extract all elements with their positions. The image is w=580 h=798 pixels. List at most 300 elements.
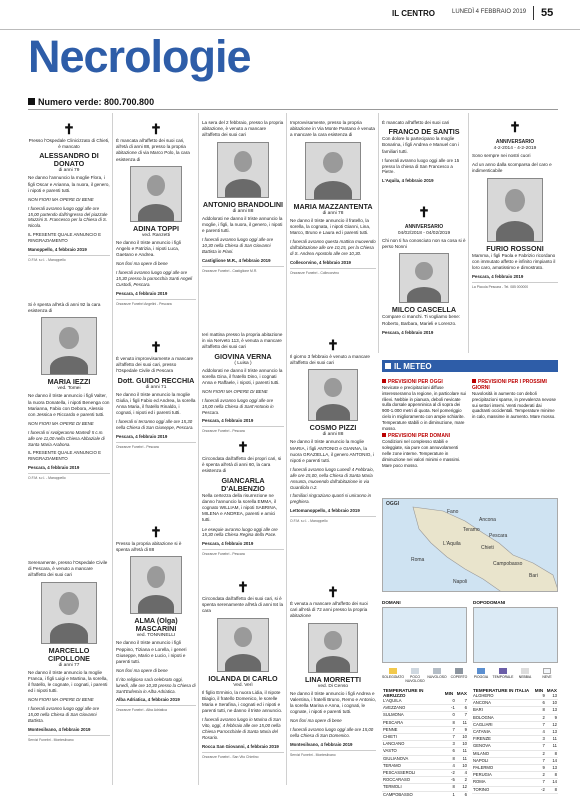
table-row bbox=[382, 719, 468, 726]
funeral-home: Onoranze Funebri - San Vito Chietino bbox=[202, 752, 284, 760]
temp-max: 8 bbox=[546, 750, 558, 757]
temp-max: 7 bbox=[456, 712, 468, 719]
table-row bbox=[472, 772, 558, 779]
funeral-info: I funerali avranno luogo oggi alle ore 15,00 nella Chiesa di San Giovanni Battista. bbox=[28, 706, 100, 723]
map-place: Fano bbox=[447, 509, 459, 515]
city-name: PENNE bbox=[382, 726, 444, 733]
deceased-photo bbox=[305, 142, 361, 200]
deceased-name: FRANCO DE SANTIS bbox=[388, 127, 460, 137]
deceased-photo bbox=[130, 166, 182, 222]
notice-place-date: Alba Adriatica, 4 febbraio 2019 bbox=[116, 697, 180, 703]
funeral-home: Onoranze Funebri - Pescara bbox=[202, 549, 284, 557]
notice-flowers: NON FIORI MA OPERE DI BENE bbox=[202, 389, 268, 395]
obituary-giovina-verna bbox=[202, 332, 284, 432]
table-row bbox=[382, 726, 468, 733]
temp-max: 7 bbox=[456, 698, 468, 705]
obituary-cosmo-pizzi bbox=[290, 338, 376, 578]
notice-text: Nella certezza della risurrezione ne danno l'annuncio la sorella EMMA, il cognato WILLIAM, i nipoti SABRINA, MILENA e ANDREA, parenti e amici tutti. bbox=[202, 492, 278, 523]
notice-intro: È mancato all'affetto dei suoi cari bbox=[382, 120, 450, 125]
notice-intro: Ieri mattina presso la propria abitazione in via Nerveto 113, è venuta a mancare all'affetto dei suoi cari bbox=[202, 332, 283, 350]
table-row bbox=[472, 721, 558, 728]
deceased-sub: ved. Di Censo bbox=[317, 683, 349, 689]
deceased-photo bbox=[487, 178, 543, 242]
city-name: CHIETI bbox=[382, 734, 444, 741]
funeral-info: I funerali avranno luogo oggi alle ore 15,00 nella Chiesa di San Domenico. bbox=[290, 727, 374, 739]
notice-text: Addolorati ne danno il triste annuncio la moglie, i figli, la nuora, il genero, i nipoti e parenti tutti. bbox=[202, 215, 283, 234]
table-row bbox=[472, 757, 558, 764]
funeral-info: Il rito religioso sarà celebrato oggi, lunedì, alle ore 10,30 presso la Chiesa di Sant'Eufemia in Alba Adriatica. bbox=[116, 677, 196, 694]
deceased-age: di anni 71 bbox=[145, 384, 167, 390]
funeral-info: I funerali avranno luogo oggi alle ore 15,00 nella Chiesa di Sant'Antonio in Pescara. bbox=[202, 398, 274, 415]
notice-text: Ne danno il triste annuncio la moglie Giulia, i figli Fabio ed Andrea, la sorella Anna Maria, il fratello Rinaldo, i cognati, i nipoti ed i parenti tutti. bbox=[116, 391, 196, 416]
notice-place-date: Pescara, 4 febbraio 2019 bbox=[28, 465, 80, 470]
funeral-home: Servizi Funebri - Montesilvano bbox=[290, 750, 376, 758]
deceased-photo bbox=[41, 317, 97, 375]
table-row bbox=[472, 786, 558, 793]
city-name: CAGLIARI bbox=[472, 721, 534, 728]
table-row bbox=[382, 705, 468, 712]
toll-free-number bbox=[28, 97, 154, 107]
notice-intro: Il giorno 3 febbraio è venuto a mancare all'affetto dei suoi cari bbox=[290, 354, 370, 366]
obituary-antonio-brandolini bbox=[202, 120, 284, 332]
obituary-iolanda-di-carlo bbox=[202, 580, 284, 785]
cross-icon: ✝ bbox=[63, 122, 75, 138]
obituary-maria-iezzi bbox=[28, 302, 110, 512]
forecast-next-heading: PREVISIONI PER I PROSSIMI GIORNI bbox=[472, 379, 547, 391]
notice-intro: È venuto improvvisamente a mancare all'affetto dei suoi cari, presso l'Ospedale Civile di Pescara bbox=[116, 356, 194, 374]
toll-free-number-text: Numero verde: 800.700.800 bbox=[38, 97, 155, 107]
notice-text: Compare ci manchi. Ti vogliamo bene: Roberto, Barbara, Marieli e Lorenzo. bbox=[382, 314, 461, 326]
temp-max: 11 bbox=[456, 719, 468, 726]
map-place: Bari bbox=[529, 573, 538, 579]
notice-flowers: NON FIORI MA OPERE DI BENE bbox=[28, 421, 94, 427]
temp-min: 7 bbox=[534, 743, 546, 750]
deceased-photo bbox=[399, 253, 449, 303]
temp-min: 0 bbox=[444, 712, 456, 719]
temp-max: 10 bbox=[546, 700, 558, 707]
city-name: ROCCARASO bbox=[382, 777, 444, 784]
map-place: Napoli bbox=[453, 579, 468, 585]
table-row bbox=[382, 698, 468, 705]
column-divider bbox=[468, 113, 469, 353]
notice-text: Ne danno il triste annuncio i figli Peppino, Tiziana e Lorella, i generi Giuseppe, Mario e Lucio, i nipoti e parenti tutti. bbox=[116, 640, 187, 665]
notice-text: Con dolore lo partecipano la moglie Bonarina, i figli Andrea e Manuel con i familiari tutti. bbox=[382, 136, 460, 154]
table-row bbox=[382, 762, 468, 769]
temp-max: 10 bbox=[456, 762, 468, 769]
notice-thanks: I familiari ringraziano quanti si uniranno in preghiera. bbox=[290, 493, 372, 505]
table-row bbox=[382, 770, 468, 777]
table-row bbox=[382, 734, 468, 741]
city-name: FIRENZE bbox=[472, 736, 534, 743]
deceased-age: di anni 77 bbox=[58, 662, 80, 668]
deceased-age: di anni 88 bbox=[232, 208, 254, 214]
notice-intro: Serenamente, presso l'Ospedale Civile di Pescara, è venuto a mancare all'affetto dei suoi cari bbox=[28, 560, 108, 578]
table-title: TEMPERATURE IN ITALIA bbox=[473, 688, 530, 693]
city-name: PERUGIA bbox=[472, 772, 534, 779]
city-name: MILANO bbox=[472, 750, 534, 757]
notice-place-date: Pescara, 4 febbraio 2019 bbox=[202, 541, 254, 547]
cross-icon: ✝ bbox=[150, 525, 162, 541]
city-name: PESCARA bbox=[382, 719, 444, 726]
temp-min: -1 bbox=[444, 705, 456, 712]
legend-overcast: COPERTO bbox=[448, 668, 470, 682]
table-row bbox=[382, 748, 468, 755]
header-rule bbox=[28, 109, 558, 110]
notice-text: Ne danno il triste annuncio i figli Valter, la nuora Donatella, i nipoti Benenga con Marianna, Fabio con Debora, Alessio con Jessica e Riccardo e parenti tutti. bbox=[28, 393, 110, 418]
column-divider bbox=[112, 113, 113, 785]
temp-min: 2 bbox=[534, 714, 546, 721]
weather-minimaps bbox=[382, 600, 558, 664]
cross-icon: ✝ bbox=[150, 340, 162, 356]
city-name: PALERMO bbox=[472, 765, 534, 772]
notice-place-date: Pescara, 4 febbraio 2019 bbox=[382, 329, 434, 335]
col-min: MIN bbox=[444, 690, 454, 696]
table-row bbox=[472, 729, 558, 736]
weather-forecast-text bbox=[382, 372, 558, 476]
deceased-photo bbox=[308, 369, 358, 421]
issue-date: LUNEDÌ 4 FEBBRAIO 2019 bbox=[452, 9, 527, 15]
temp-min: 9 bbox=[534, 765, 546, 772]
deceased-name: ANTONIO BRANDOLINI bbox=[202, 199, 284, 209]
obituary-franco-de-santis bbox=[382, 120, 466, 205]
table-row bbox=[472, 779, 558, 786]
city-name: GIULIANOVA bbox=[382, 755, 444, 762]
temp-min: 4 bbox=[444, 762, 456, 769]
notice-place-date: Montesilvano, 4 febbraio 2019 bbox=[28, 726, 91, 732]
deceased-photo bbox=[130, 556, 182, 614]
map-place: Campobasso bbox=[493, 561, 523, 567]
page-number: 55 bbox=[541, 7, 554, 19]
temp-min: 7 bbox=[534, 779, 546, 786]
deceased-name: ALESSANDRO DI DONATO bbox=[39, 151, 99, 169]
notice-place-date: Pescara, 4 febbraio 2019 bbox=[116, 290, 168, 296]
temp-min: 4 bbox=[534, 729, 546, 736]
forecast-today-text: Nevicate e precipitazioni diffuse interesseranno la regione, in particolare sui rilievi. Nebbie in pianura, deboli nevicate sulla dorsale appenninica al di sopra dei 900-1.000 metri di quota. Nel pomeriggio cielo in miglioramento con ampie schiarite. Temperature stabili o in diminuzione, mare mosso. bbox=[382, 385, 466, 431]
map-place: Chieti bbox=[481, 545, 494, 551]
notice-place-date: Collecorvino, 4 febbraio 2019 bbox=[290, 259, 352, 265]
table-row bbox=[472, 750, 558, 757]
weather-map-tomorrow bbox=[382, 600, 467, 664]
deceased-name: FURIO ROSSONI bbox=[486, 243, 544, 253]
legend-fog: NEBBIA bbox=[514, 668, 536, 682]
notice-text: Ne danno il triste annuncio i figli Andrea e Valentina, i fratelli Bruno, Remo e Antonio, la sorella Marina e Anna, i cognati, le cognate, i nipoti e parenti tutti. bbox=[290, 690, 376, 715]
temp-max: 11 bbox=[456, 748, 468, 755]
deceased-photo bbox=[308, 623, 358, 673]
temp-max: 13 bbox=[546, 765, 558, 772]
notice-text: Mamma, i figli Paola e Fabrizio ricordano con immutato affetto e infinito rimpianto il loro caro, amatissimo e dimostrato. bbox=[472, 252, 556, 271]
forecast-today-heading: PREVISIONI PER OGGI bbox=[382, 379, 468, 385]
anniversary-label: ANNIVERSARIO bbox=[404, 224, 444, 230]
funeral-info: I funerali avranno questa mattina muovendo dall'abitazione alle ore 10,15, per la Chiesa di S. Andrea Apostolo alle ore 10,30. bbox=[290, 239, 376, 256]
deceased-name: GIANCARLA D'ALBENZIO bbox=[221, 475, 265, 493]
obituary-marcello-cipollone bbox=[28, 560, 110, 785]
cross-icon: ✝ bbox=[237, 580, 249, 596]
temp-min: 2 bbox=[534, 772, 546, 779]
temp-min: 8 bbox=[444, 719, 456, 726]
minimap-title: DOMANI bbox=[382, 600, 401, 605]
notice-flowers: Non fiori ma opere di bene bbox=[116, 261, 168, 267]
deceased-name: MARCELLO CIPOLLONE bbox=[48, 645, 90, 663]
temp-max: 8 bbox=[546, 772, 558, 779]
city-name: AVEZZANO bbox=[382, 705, 444, 712]
notice-text: Ne danno il triste annuncio il fratello, la sorella, la cognata, i nipoti Gianni, Lina, Marco, Bruno e Laura ed i parenti tutti. bbox=[290, 217, 371, 236]
anniversary-label: ANNIVERSARIO bbox=[495, 139, 535, 145]
temp-min: 8 bbox=[444, 755, 456, 762]
city-name: SULMONA bbox=[382, 712, 444, 719]
square-bullet-icon bbox=[385, 363, 391, 369]
table-row bbox=[472, 700, 558, 707]
deceased-sub: ( Luisa ) bbox=[234, 360, 252, 366]
notice-intro: Si è spenta all'età di anni 92 la cara esistenza di bbox=[28, 302, 101, 314]
col-max: MAX bbox=[546, 688, 557, 693]
notice-place-date: Montesilvano, 4 febbraio 2019 bbox=[290, 741, 353, 747]
funeral-home: O.F.M. s.r.l. - Manoppello bbox=[28, 473, 110, 481]
temp-min: 2 bbox=[534, 750, 546, 757]
legend-cloudy: NUVOLOSO bbox=[426, 668, 448, 682]
notice-flowers: NON FIORI MA OPERE DI BENE bbox=[28, 697, 94, 703]
forecast-next-text: Nuvolosità in aumento con deboli precipitazioni sparse, in prevalenza nevose sui settori interni. Venti moderati dai quadranti occidentali. Temperature minime in calo, massime in aumento. Mare mosso. bbox=[472, 391, 556, 420]
weather-map-today bbox=[382, 498, 558, 592]
funeral-home: Onoranze Funebri - Pescara bbox=[116, 442, 196, 450]
temp-max: 10 bbox=[456, 741, 468, 748]
deceased-photo bbox=[217, 142, 269, 198]
temp-min: 6 bbox=[444, 748, 456, 755]
notice-place-date: L'Aquila, 4 febbraio 2019 bbox=[382, 178, 434, 184]
cross-icon: ✝ bbox=[509, 120, 521, 136]
city-name: TERAMO bbox=[382, 762, 444, 769]
notice-place-date: Lettomanoppello, 4 febbraio 2019 bbox=[290, 508, 360, 513]
funeral-info: I funerali si svolgeranno Martedì 5 c.m. alle ore 11,00 nella Chiesa Abbaziale di Santa Maria Arabona. bbox=[28, 430, 105, 447]
city-name: TERMOLI bbox=[382, 784, 444, 791]
notice-place-date: Manoppello, 4 febbraio 2019 bbox=[28, 246, 87, 252]
funeral-home: Onoranze Funebri - Pescara bbox=[202, 426, 284, 432]
notice-text: Ne danno il triste annuncio la moglie Franca, i figli Luigi e Martina, la sorella, il fratello, le cognate, i cognati, i parenti ed i nipoti tutti. bbox=[28, 669, 108, 694]
map-place: Roma bbox=[411, 557, 425, 563]
header-separator bbox=[533, 6, 534, 20]
column-divider bbox=[378, 113, 379, 353]
city-name: TORINO bbox=[472, 786, 534, 793]
temp-max: 4 bbox=[456, 770, 468, 777]
table-row bbox=[382, 712, 468, 719]
notice-intro: Circondata dall'affetto dei suoi cari, si è spenta serenamente all'età di anni 84 la cara bbox=[202, 596, 284, 614]
temp-max: 13 bbox=[546, 693, 558, 700]
funeral-home: Onoranze Funebri Angelini - Pescara bbox=[116, 299, 196, 307]
table-row bbox=[382, 777, 468, 784]
city-name: BARI bbox=[472, 707, 534, 714]
table-title: TEMPERATURE IN ABRUZZO bbox=[383, 688, 424, 698]
notice-thanks: IL PRESENTE QUALE ANNUNCIO E RINGRAZIAMENTO bbox=[28, 450, 102, 462]
obituary-alessandro-di-donato bbox=[28, 122, 110, 282]
forecast-tomorrow-heading: PREVISIONI PER DOMANI bbox=[382, 433, 468, 439]
funeral-info: I funerali avranno luogo oggi alle ore 15 presso la chiesa di San Francesco a Pietre. bbox=[382, 157, 460, 175]
deceased-sub: ved. TONNINELLI bbox=[136, 633, 176, 639]
temp-min: 7 bbox=[444, 726, 456, 733]
funeral-home: Onoranze Funebri - Collecorvino bbox=[290, 268, 376, 276]
table-row bbox=[472, 743, 558, 750]
col-max: MAX bbox=[456, 690, 467, 696]
temp-min: 6 bbox=[534, 700, 546, 707]
temp-max: 2 bbox=[456, 777, 468, 784]
deceased-name: MARIA IEZZI bbox=[47, 377, 91, 387]
deceased-name: ALMA (Olga) MASCARINI bbox=[134, 616, 178, 634]
deceased-sub: Ved. Verì bbox=[233, 682, 253, 688]
deceased-name: ADINA TOPPI bbox=[133, 223, 179, 233]
city-name: VASTO bbox=[382, 748, 444, 755]
map-place: Ancona bbox=[479, 517, 496, 523]
table-row bbox=[382, 784, 468, 791]
column-divider bbox=[198, 113, 199, 785]
map-place: Teramo bbox=[463, 527, 480, 533]
anniversary-furio-rossoni bbox=[472, 120, 558, 355]
table-row bbox=[472, 707, 558, 714]
funeral-info: I funerali si terranno oggi alle ore 15,30 nella Chiesa di San Giuseppe, Pescara. bbox=[116, 419, 194, 431]
obituary-lina-morretti bbox=[290, 585, 376, 785]
cross-icon: ✝ bbox=[237, 440, 249, 456]
city-name: BOLOGNA bbox=[472, 714, 534, 721]
temperatures-italia bbox=[472, 688, 558, 794]
temperatures-abruzzo bbox=[382, 688, 468, 798]
deceased-sub: ved. Tomei bbox=[57, 386, 81, 392]
temp-min: 7 bbox=[444, 734, 456, 741]
column-divider bbox=[286, 113, 287, 785]
temp-min: 0 bbox=[444, 698, 456, 705]
notice-intro: Presso l'Ospedale Clinicizzato di Chieti, è mancato bbox=[28, 138, 110, 150]
city-name: ALGHERO bbox=[472, 693, 534, 700]
city-name: CAMPOBASSO bbox=[382, 791, 444, 798]
notice-place-date: Castiglione M.R., 4 febbraio 2019 bbox=[202, 257, 271, 263]
weather-title: IL METEO bbox=[394, 362, 432, 371]
funeral-home: O.F.M. s.r.l. - Manoppello bbox=[290, 516, 376, 524]
deceased-name: GIOVINA VERNA bbox=[214, 351, 272, 361]
section-title: Necrologie bbox=[28, 31, 251, 82]
forecast-tomorrow-text: Condizioni nel complesso stabili e soleggiate, sia pure con annuvolamenti nelle zone interne. Temperature in diminuzione nei valori minimi e massimi. Mare poco mosso. bbox=[382, 439, 461, 468]
temp-max: 9 bbox=[546, 714, 558, 721]
temp-max: 12 bbox=[546, 721, 558, 728]
deceased-sub: ved. Ranzetti bbox=[142, 232, 170, 238]
temp-min: 9 bbox=[534, 693, 546, 700]
legend-snow: NEVE bbox=[536, 668, 558, 682]
city-name: ROMA bbox=[472, 779, 534, 786]
funeral-info: I funerali avranno luogo in Marina di San Vito, oggi, 4 febbraio alle ore 15,00 nella Chiesa Parrocchiale di Santa Maria del Rosario. bbox=[202, 717, 281, 740]
city-name: CATANIA bbox=[472, 729, 534, 736]
notice-place-date: Rocca San Giovanni, 4 febbraio 2019 bbox=[202, 743, 279, 749]
deceased-name: MILCO CASCELLA bbox=[391, 305, 457, 315]
map-place: Pescara bbox=[489, 533, 508, 539]
funeral-home: Servizi Funebri - Montesilvano bbox=[28, 735, 110, 743]
temp-max: 13 bbox=[546, 707, 558, 714]
temp-min: -2 bbox=[534, 786, 546, 793]
cross-icon: ✝ bbox=[418, 205, 430, 221]
table-row bbox=[472, 714, 558, 721]
temp-max: 12 bbox=[456, 784, 468, 791]
table-row bbox=[382, 755, 468, 762]
cross-icon: ✝ bbox=[327, 338, 339, 354]
city-name: GENOVA bbox=[472, 743, 534, 750]
funeral-info: I funerali avranno luogo oggi alle ore 10,30 nella Chiesa di San Giovanni Battista in Piani. bbox=[202, 237, 274, 254]
deceased-photo bbox=[217, 618, 269, 672]
obituary-guido-recchia bbox=[116, 340, 196, 510]
anniversary-milco-cascella bbox=[382, 205, 466, 355]
funeral-home: La Piccola Pescara - Tel. 085 000000 bbox=[472, 282, 558, 290]
funeral-info: I funerali avranno luogo oggi alle ore 15,00 partendo dall'ingresso del piazzale Mazzini S. Francesco per la Chiesa di S. Nicola. bbox=[28, 205, 108, 229]
table-row bbox=[472, 736, 558, 743]
temp-min: 7 bbox=[534, 721, 546, 728]
funeral-info: I funerali avranno luogo Lunedì 4 Febbraio, alle ore 15,00, nella Chiesa di Santa Maria Assunta, muovendo dall'abitazione in via Guardiola n.2. bbox=[290, 467, 374, 490]
city-name: L'AQUILA bbox=[382, 698, 444, 705]
notice-intro: Chi non ti ha conosciuto non sa cosa si è perso Nonni bbox=[382, 238, 466, 250]
notice-text: Il figlio Erminio, la nuora Lidia, il nipote Biagio, il fratello Domenico, le sorelle Maria e Serafina, i cognati ed i nipoti e parenti tutti, ne danno il triste annuncio. bbox=[202, 689, 283, 714]
temp-max: 14 bbox=[546, 779, 558, 786]
notice-text: Addolorati ne danno il triste annuncio la sorella Gina, il fratello Dino, i cognati Anna e Raffaele, i nipoti, i parenti tutti. bbox=[202, 367, 283, 386]
notice-flowers: NON FIORI MA OPERE DI BENE bbox=[28, 197, 94, 203]
temp-max: 8 bbox=[546, 786, 558, 793]
notice-intro: Sono sempre nei nostri cuori bbox=[472, 153, 531, 158]
notice-intro: Presso la propria abitazione si è spenta all'età di 88 bbox=[116, 541, 182, 553]
legend-partly-cloudy: POCO NUVOLOSO bbox=[404, 668, 426, 682]
deceased-name: MARIA MAZZANTENTA bbox=[293, 201, 373, 211]
obituary-adina-toppi bbox=[116, 122, 196, 322]
cross-icon: ✝ bbox=[150, 122, 162, 138]
notice-intro: La sera del 2 febbraio, presso la propria abitazione, è venuto a mancare all'affetto dei suoi cari bbox=[202, 120, 284, 138]
deceased-name: COSMO PIZZI bbox=[309, 423, 357, 433]
funeral-info: Le esequie avranno luogo oggi alle ore 15,30 nella Chiesa Regina della Pace. bbox=[202, 526, 278, 538]
col-min: MIN bbox=[534, 688, 544, 693]
temp-max: 13 bbox=[546, 729, 558, 736]
anniversary-dates: 4-2-2014 - 4-2-2019 bbox=[493, 146, 537, 151]
deceased-name: Dott. GUIDO RECCHIA bbox=[117, 375, 195, 385]
page-header bbox=[0, 0, 580, 30]
temp-min: 7 bbox=[534, 757, 546, 764]
map-title: OGGI bbox=[386, 501, 400, 507]
table-row bbox=[472, 693, 558, 700]
notice-text: Ne danno l'annuncio la moglie Flora, i figli Oscar e Arianna, la nuora, il genero, i nipoti e parenti tutti. bbox=[28, 175, 110, 193]
temp-max: 6 bbox=[456, 705, 468, 712]
funeral-home: O.F.M. s.r.l. - Manoppello bbox=[28, 255, 110, 263]
notice-place-date: Pescara, 4 febbraio 2019 bbox=[202, 418, 254, 424]
notice-text: Ne danno il triste annuncio la moglie MARIA, i figli ANTONIO e GIANNA, la nuora GRAZIELLA, il genero ANTONIO, i nipoti e parenti tutti. bbox=[290, 439, 374, 464]
weather-header bbox=[382, 360, 558, 372]
obituary-maria-mazzantenta bbox=[290, 120, 376, 334]
notice-thanks: IL PRESENTE QUALE ANNUNCIO E RINGRAZIAMENTO bbox=[28, 232, 102, 243]
notice-place-date: Pescara, 4 febbraio 2019 bbox=[116, 434, 168, 440]
weather-legend bbox=[382, 668, 558, 682]
weather-section bbox=[382, 360, 558, 797]
temp-min: 8 bbox=[444, 784, 456, 791]
temp-min: 3 bbox=[534, 736, 546, 743]
deceased-age: di anni 79 bbox=[58, 168, 80, 174]
notice-intro: È mancata all'affetto dei suoi cari, all'età di anni 88, presso la propria abitazione di via Marco Polo, la cara esistenza di bbox=[116, 138, 190, 162]
temp-max: 11 bbox=[456, 755, 468, 762]
temp-min: -2 bbox=[444, 770, 456, 777]
notice-flowers: Non fiori ma opere di bene bbox=[290, 718, 342, 724]
notice-intro: Improvvisamente, presso la propria abitazione in Via Monte Pantano è venuta a mancare la cara esistenza di bbox=[290, 120, 375, 138]
temp-max: 9 bbox=[456, 726, 468, 733]
table-row bbox=[472, 765, 558, 772]
table-row bbox=[382, 791, 468, 798]
map-place: L'Aquila bbox=[443, 541, 461, 547]
temp-min: 3 bbox=[444, 741, 456, 748]
weather-map-day-after bbox=[473, 600, 558, 664]
legend-storm: TEMPORALE bbox=[492, 668, 514, 682]
city-name: ANCONA bbox=[472, 700, 534, 707]
obituary-alma-mascarini bbox=[116, 525, 196, 785]
obituary-giancarla-dalbenzio bbox=[202, 440, 284, 580]
city-name: LANCIANO bbox=[382, 741, 444, 748]
temp-min: 8 bbox=[534, 707, 546, 714]
notice-intro: È venuta a mancare all'affetto dei suoi cari all'età di 72 anni presso la propria abitazione bbox=[290, 601, 368, 619]
deceased-age: di anni 88 bbox=[322, 432, 344, 438]
funeral-home: Onoranze Funebri - Alba Adriatica bbox=[116, 705, 196, 713]
